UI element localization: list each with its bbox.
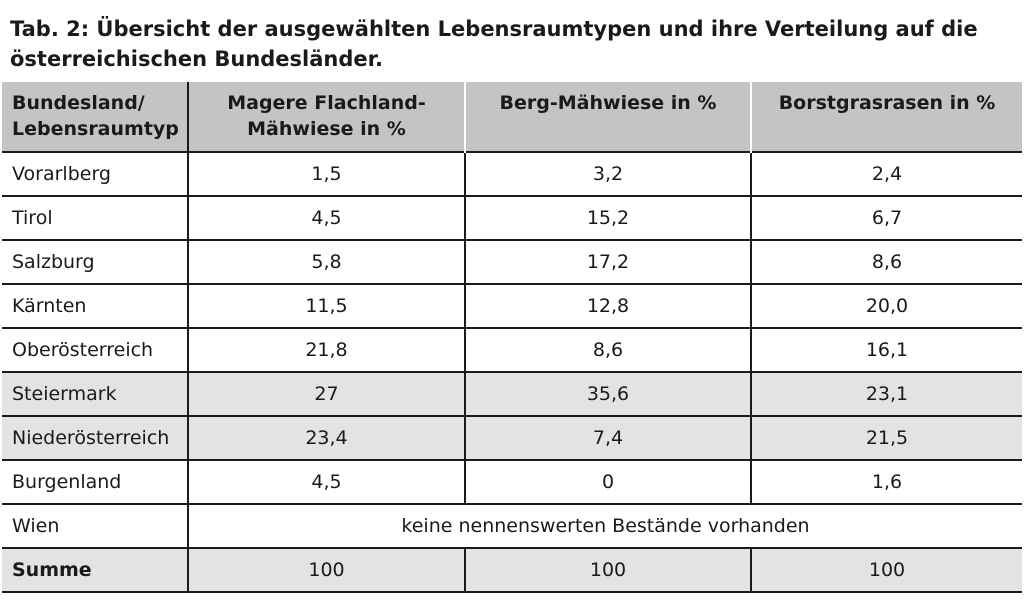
cell-borstgras: 23,1 [751, 372, 1022, 416]
table-row [2, 460, 1022, 504]
cell-berg: 8,6 [465, 328, 751, 372]
table-row-wien [2, 504, 1022, 548]
cell-wien-note: keine nennenswerten Bestände vorhanden [188, 504, 1022, 548]
cell-borstgras: 21,5 [751, 416, 1022, 460]
caption-line-2: österreichischen Bundesländer. [10, 47, 383, 71]
cell-region: Niederösterreich [2, 416, 188, 460]
table-row [2, 240, 1022, 284]
header-region-line-2: Lebensraumtyp [12, 118, 179, 140]
cell-sum-label: Summe [2, 548, 188, 592]
table-caption [10, 14, 1010, 74]
table-header-row [2, 82, 1022, 152]
table-row [2, 328, 1022, 372]
table-row [2, 284, 1022, 328]
cell-sum-berg: 100 [465, 548, 751, 592]
cell-region: Salzburg [2, 240, 188, 284]
cell-region: Burgenland [2, 460, 188, 504]
header-borstgras-line-1: Borstgrasrasen in % [778, 92, 996, 114]
cell-flachland: 11,5 [188, 284, 465, 328]
header-berg [465, 82, 751, 152]
cell-berg: 17,2 [465, 240, 751, 284]
cell-region: Vorarlberg [2, 152, 188, 196]
habitat-distribution-table [2, 82, 1022, 593]
cell-flachland: 23,4 [188, 416, 465, 460]
cell-flachland: 4,5 [188, 460, 465, 504]
cell-berg: 12,8 [465, 284, 751, 328]
cell-borstgras: 16,1 [751, 328, 1022, 372]
cell-flachland: 5,8 [188, 240, 465, 284]
cell-berg: 7,4 [465, 416, 751, 460]
cell-region: Wien [2, 504, 188, 548]
cell-flachland: 21,8 [188, 328, 465, 372]
header-region [2, 82, 188, 152]
caption-line-1: Tab. 2: Übersicht der ausgewählten Lebensraumtypen und ihre Verteilung auf die [10, 17, 978, 41]
cell-berg: 0 [465, 460, 751, 504]
cell-sum-flachland: 100 [188, 548, 465, 592]
header-borstgras [751, 82, 1022, 152]
table-row [2, 196, 1022, 240]
cell-borstgras: 20,0 [751, 284, 1022, 328]
cell-region: Kärnten [2, 284, 188, 328]
cell-borstgras: 1,6 [751, 460, 1022, 504]
cell-region: Oberösterreich [2, 328, 188, 372]
header-berg-line-1: Berg-Mähwiese in % [499, 92, 717, 114]
cell-flachland: 27 [188, 372, 465, 416]
cell-sum-borstgras: 100 [751, 548, 1022, 592]
table-row [2, 416, 1022, 460]
cell-flachland: 1,5 [188, 152, 465, 196]
cell-borstgras: 8,6 [751, 240, 1022, 284]
table-row [2, 372, 1022, 416]
cell-borstgras: 2,4 [751, 152, 1022, 196]
table-row [2, 152, 1022, 196]
cell-berg: 15,2 [465, 196, 751, 240]
cell-berg: 35,6 [465, 372, 751, 416]
header-flachland-line-2: Mähwiese in % [247, 118, 406, 140]
cell-region: Steiermark [2, 372, 188, 416]
table-row-sum [2, 548, 1022, 592]
header-flachland [188, 82, 465, 152]
cell-borstgras: 6,7 [751, 196, 1022, 240]
header-region-line-1: Bundesland/ [12, 92, 145, 114]
cell-region: Tirol [2, 196, 188, 240]
cell-flachland: 4,5 [188, 196, 465, 240]
header-flachland-line-1: Magere Flachland- [227, 92, 426, 114]
cell-berg: 3,2 [465, 152, 751, 196]
